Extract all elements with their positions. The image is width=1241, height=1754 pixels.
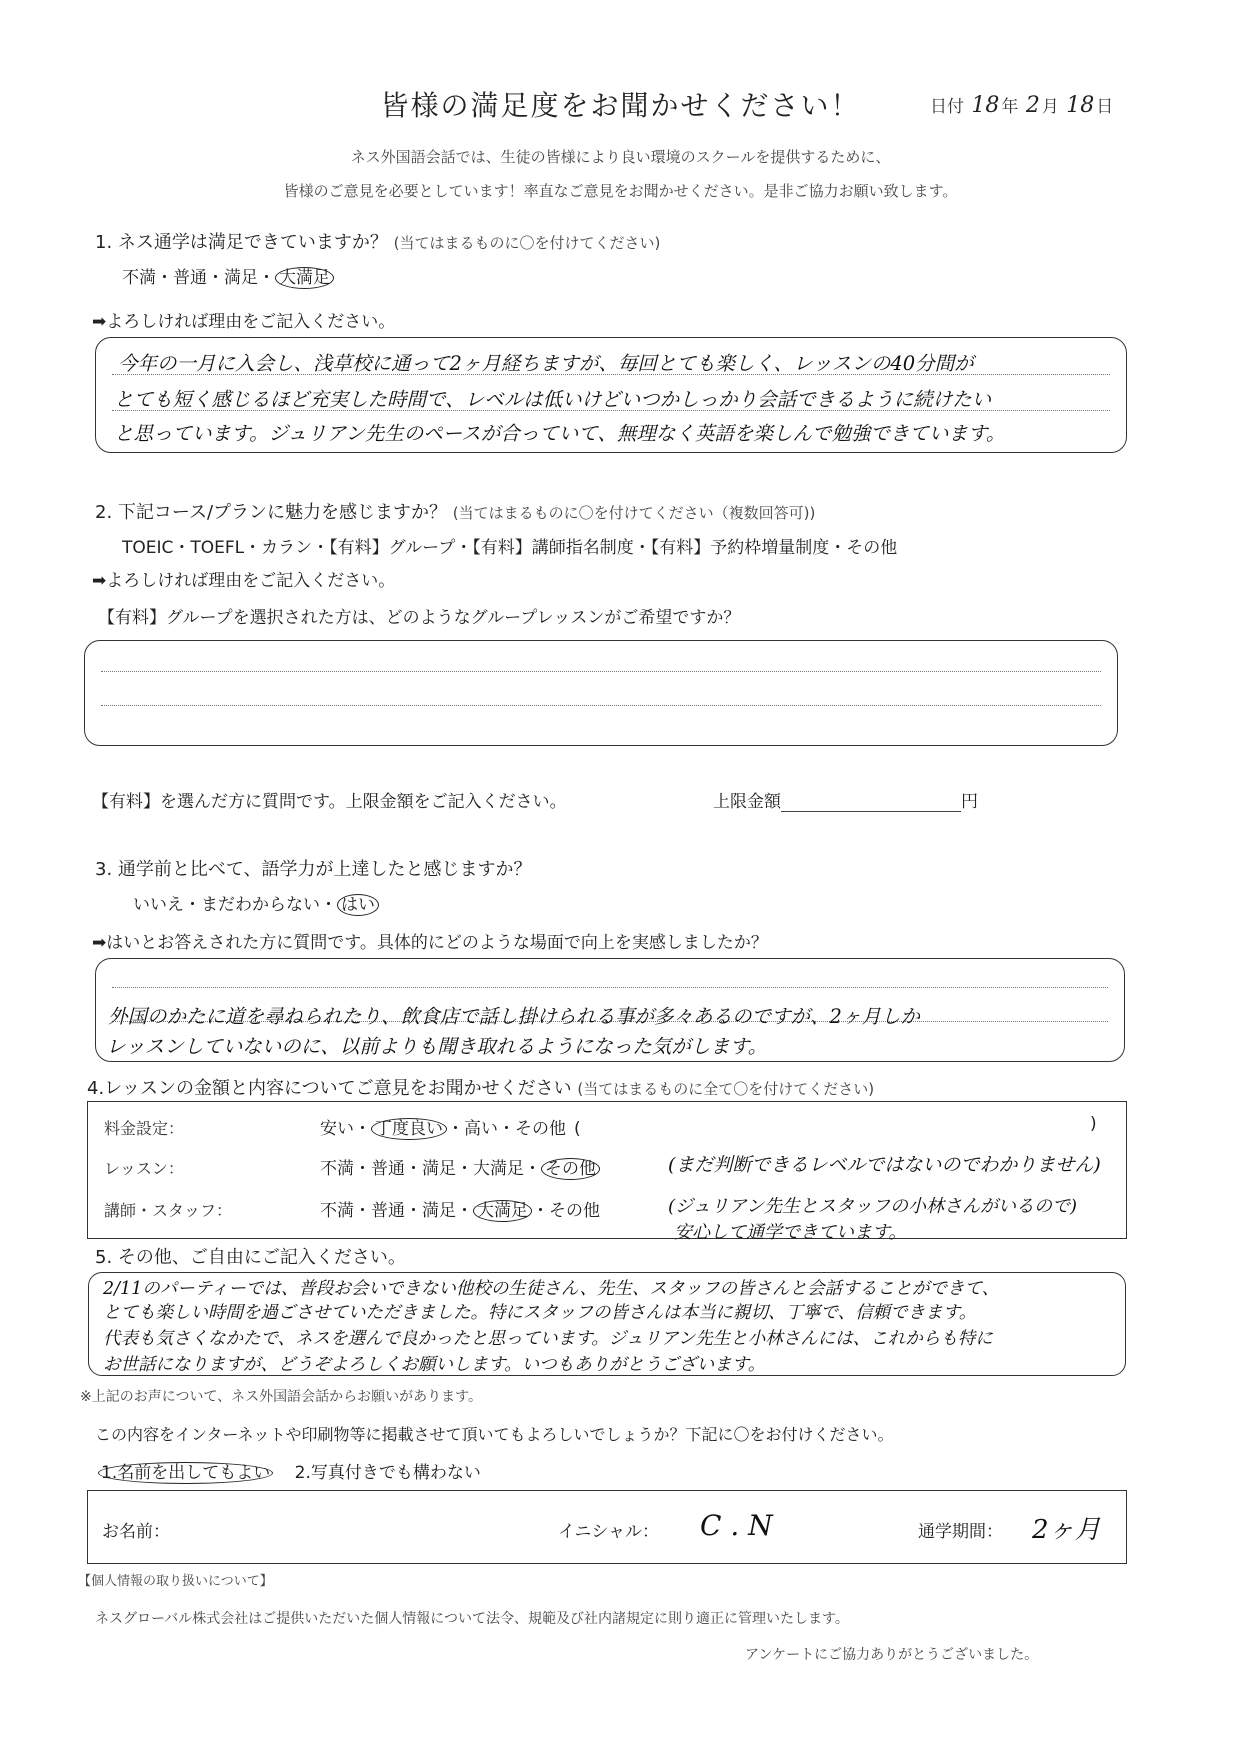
q1-opt-satisfied[interactable]: 満足 <box>224 268 258 288</box>
q1-options <box>122 263 334 288</box>
q4-row-lesson-label: レッスン： <box>104 1159 184 1178</box>
q4-sep: ・ <box>354 1201 371 1221</box>
respondent-info-box <box>87 1490 1127 1564</box>
permission-options <box>98 1458 481 1483</box>
q3-answer-line-2: レッスンしていないのに、以前よりも聞き取れるようになった気がします。 <box>106 1035 768 1058</box>
q4-question-text: 4.レッスンの金額と内容についてご意見をお聞かせください <box>87 1078 572 1099</box>
q2-limit-field <box>713 787 978 812</box>
q1-sep: ・ <box>156 268 173 288</box>
q3-sep: ・ <box>184 895 201 915</box>
q3-opt-unsure[interactable]: まだわからない <box>201 895 320 915</box>
q4-staff-other-answer-1: (ジュリアン先生とスタッフの小林さんがいるので) <box>668 1196 1077 1217</box>
date-month: 2 <box>1025 93 1040 118</box>
q4-sep: ・ <box>456 1201 473 1221</box>
q1-question-text: 1. ネス通学は満足できていますか？ <box>95 232 388 253</box>
q3-question: 3. 通学前と比べて、語学力が上達したと感じますか？ <box>95 859 532 880</box>
q4-row-staff-options <box>320 1196 600 1221</box>
q5-question: 5. その他、ご自由にご記入ください。 <box>95 1247 406 1268</box>
q1-answer-line-2: とても短く感じるほど充実した時間で、レベルは低いけどいつかしっかり会話できるように続けたい <box>114 388 992 411</box>
q2-limit-label: 上限金額 <box>713 792 781 812</box>
date-month-unit: 月 <box>1041 97 1059 117</box>
q1-answer-box[interactable] <box>95 337 1127 453</box>
q4-sep: ・ <box>405 1159 422 1179</box>
q4-price-paren-close: ) <box>1090 1114 1097 1134</box>
q1-sep: ・ <box>258 268 275 288</box>
date-year-unit: 年 <box>1001 97 1019 117</box>
privacy-heading: 【個人情報の取り扱いについて】 <box>78 1574 273 1589</box>
thanks-text: アンケートにご協力ありがとうございました。 <box>745 1647 1039 1663</box>
q3-options <box>133 890 379 915</box>
date-day-unit: 日 <box>1096 97 1114 117</box>
q2-limit-input[interactable] <box>781 793 961 812</box>
q5-answer-line-4: お世話になりますが、どうぞよろしくお願いします。いつもありがとうございます。 <box>103 1355 766 1375</box>
date-field <box>930 92 1113 118</box>
q2-prompt: ➡よろしければ理由をご記入ください。 <box>92 571 396 591</box>
q3-opt-no[interactable]: いいえ <box>133 895 184 915</box>
q5-answer-line-2: とても楽しい時間を過ごさせていただきました。特にスタッフの皆さんは本当に親切、丁寧で、信頼できます。 <box>103 1303 977 1323</box>
date-day: 18 <box>1066 93 1095 118</box>
q4-sep: ・ <box>456 1159 473 1179</box>
q4-grid <box>87 1101 1127 1243</box>
q1-opt-dissatisfied[interactable]: 不満 <box>122 268 156 288</box>
q4-lesson-normal[interactable]: 普通 <box>371 1159 405 1179</box>
q1-sep: ・ <box>207 268 224 288</box>
q3-sep: ・ <box>320 895 337 915</box>
q2-limit-unit: 円 <box>961 792 978 812</box>
q4-sep: ・ <box>524 1159 541 1179</box>
q4-staff-other-answer-2: 安心して通学できています。 <box>674 1222 907 1243</box>
initial-value: C . N <box>700 1509 773 1542</box>
q4-lesson-other-circled[interactable]: その他 <box>541 1158 600 1180</box>
q3-prompt: ➡はいとお答えされた方に質問です。具体的にどのような場面で向上を実感しましたか？ <box>92 933 768 953</box>
q3-answer-line-1: 外国のかたに道を尋ねられたり、飲食店で話し掛けられる事が多々あるのですが、2ヶ月しか <box>108 1005 920 1028</box>
q1-answer-line-3: と思っています。ジュリアン先生のペースが合っていて、無理なく英語を楽しんで勉強できています。 <box>114 422 1006 445</box>
q4-price-cheap[interactable]: 安い <box>320 1119 354 1139</box>
q4-row-price-options <box>320 1114 581 1139</box>
q3-opt-yes-circled[interactable]: はい <box>337 894 379 916</box>
q4-sep: ・ <box>354 1119 371 1139</box>
q4-note: (当てはまるものに全て〇を付けてください) <box>577 1080 875 1098</box>
privacy-text: ネスグローバル株式会社はご提供いただいた個人情報について法令、規範及び社内諸規定に則り適正に管理いたします。 <box>95 1611 849 1627</box>
q4-sep: ・ <box>405 1201 422 1221</box>
q4-staff-satisfied[interactable]: 満足 <box>422 1201 456 1221</box>
q4-staff-dissatisfied[interactable]: 不満 <box>320 1201 354 1221</box>
q4-price-paren-open: ( <box>574 1119 581 1139</box>
q4-sep: ・ <box>447 1119 464 1139</box>
q1-opt-very-satisfied-circled[interactable]: 大満足 <box>275 267 334 289</box>
q4-sep: ・ <box>498 1119 515 1139</box>
date-label: 日付 <box>930 97 964 117</box>
q4-price-other[interactable]: その他 <box>515 1119 566 1139</box>
intro-line-2: 皆様のご意見を必要としています！率直なご意見をお聞かせください。是非ご協力お願い致します。 <box>283 182 958 200</box>
q5-answer-box[interactable] <box>88 1272 1126 1376</box>
q4-staff-normal[interactable]: 普通 <box>371 1201 405 1221</box>
q2-note: (当てはまるものに〇を付けてください（複数回答可)) <box>452 504 816 522</box>
q4-lesson-very-satisfied[interactable]: 大満足 <box>473 1159 524 1179</box>
q5-answer-line-1: 2/11のパーティーでは、普段お会いできない他校の生徒さん、先生、スタッフの皆さんと会話することができて、 <box>103 1279 1000 1299</box>
q2-group-question: 【有料】グループを選択された方は、どのようなグループレッスンがご希望ですか？ <box>98 608 741 628</box>
intro-line-1: ネス外国語会話では、生徒の皆様により良い環境のスクールを提供するために、 <box>350 148 891 166</box>
q4-question <box>87 1074 874 1100</box>
q2-question-text: 2. 下記コース/プランに魅力を感じますか？ <box>95 502 448 523</box>
q4-sep: ・ <box>354 1159 371 1179</box>
q3-answer-box[interactable] <box>95 958 1125 1062</box>
period-value: 2ヶ月 <box>1032 1515 1101 1545</box>
q4-lesson-dissatisfied[interactable]: 不満 <box>320 1159 354 1179</box>
q1-prompt: ➡よろしければ理由をご記入ください。 <box>92 312 396 332</box>
q2-limit-question: 【有料】を選んだ方に質問です。上限金額をご記入ください。 <box>92 792 567 812</box>
q2-question <box>95 498 815 524</box>
footer-notice: ※上記のお声について、ネス外国語会話からお願いがあります。 <box>80 1389 483 1405</box>
q4-staff-other[interactable]: その他 <box>549 1201 600 1221</box>
q4-row-lesson-options <box>320 1154 600 1179</box>
permission-question: この内容をインターネットや印刷物等に掲載させて頂いてもよろしいでしょうか？下記に〇をお付けください。 <box>95 1425 894 1444</box>
q2-options[interactable]: TOEIC・TOEFL・カラン・【有料】グループ・【有料】講師指名制度・【有料】予約枠増量制度・その他 <box>122 538 898 558</box>
q1-question <box>95 228 660 254</box>
q5-answer-line-3: 代表も気さくなかたで、ネスを選んで良かったと思っています。ジュリアン先生と小林さんには、これからも特に <box>103 1329 993 1349</box>
q4-price-expensive[interactable]: 高い <box>464 1119 498 1139</box>
q1-answer-line-1: 今年の一月に入会し、浅草校に通って2ヶ月経ちますが、毎回とても楽しく、レッスンの40分間が <box>118 352 974 375</box>
perm-opt-name-ok-circled[interactable]: 1.名前を出してもよい <box>98 1462 273 1484</box>
date-year: 18 <box>971 93 1000 118</box>
q4-row-price-label: 料金設定： <box>104 1119 185 1138</box>
name-label: お名前： <box>102 1522 170 1542</box>
q4-lesson-other-answer: (まだ判断できるレベルではないのでわかりません) <box>668 1154 1101 1176</box>
initial-label: イニシャル： <box>558 1522 659 1542</box>
q1-opt-normal[interactable]: 普通 <box>173 268 207 288</box>
q4-row-staff-label: 講師・スタッフ： <box>104 1201 233 1220</box>
period-label: 通学期間： <box>918 1522 1003 1542</box>
q4-lesson-satisfied[interactable]: 満足 <box>422 1159 456 1179</box>
perm-opt-photo-ok[interactable]: 2.写真付きでも構わない <box>294 1463 481 1483</box>
q4-price-just-right-circled[interactable]: 丁度良い <box>371 1118 447 1140</box>
q4-sep: ・ <box>532 1201 549 1221</box>
q1-note: (当てはまるものに〇を付けてください) <box>393 234 661 252</box>
q2-group-answer-box[interactable] <box>84 640 1118 746</box>
q4-staff-very-satisfied-circled[interactable]: 大満足 <box>473 1200 532 1222</box>
survey-title: 皆様の満足度をお聞かせください！ <box>380 89 861 122</box>
